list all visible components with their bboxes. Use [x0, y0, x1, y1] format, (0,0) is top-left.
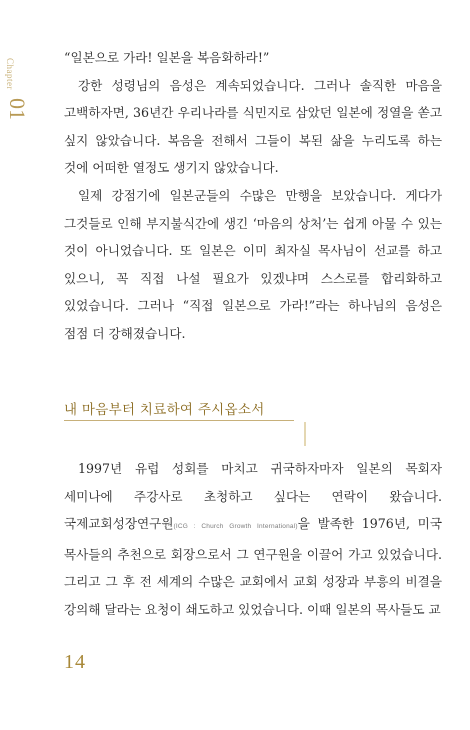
body-text-section-2 [64, 455, 442, 624]
body-text-section-1 [64, 44, 442, 348]
paragraph-text: 을 발족한 1976년, 미국 목사들의 추천으로 회장으로서 그 연구원을 이끌어 가고 있었습니다. 그리고 그 후 전 세계의 수많은 교회에서 교회 성장과 부흥의 비결을 강의해 달라는 요청이 쇄도하고 있었습니다. 이때 일본의 목사들도 교 [64, 516, 442, 617]
paragraph: 일제 강점기에 일본군들의 수많은 만행을 보았습니다. 게다가 그것들로 인해 부지불식간에 생긴 ‘마음의 상처’는 쉽게 아물 수 있는 것이 아니었습니다. 또 일본은 이미 최자실 목사님이 선교를 하고 있으니, 꼭 직접 나설 필요가 있겠냐며 스스로를 합리화하고 있었습니다. 그러나 “직접 일본으로 가라!”라는 하나님의 음성은 점점 더 강해졌습니다. [64, 187, 442, 341]
paragraph: 강한 성령님의 음성은 계속되었습니다. 그러나 솔직한 마음을 고백하자면, 36년간 우리나라를 식민지로 삼았던 일본에 정열을 쏟고 싶지 않았습니다. 복음을 전해서 그들이 복된 삶을 누리도록 하는 것에 어떠한 열정도 생기지 않았습니다. [64, 77, 442, 176]
quote-line: “일본으로 가라! 일본을 복음화하라!” [64, 50, 270, 65]
paragraph-text: 1997년 유럽 성회를 마치고 귀국하자마자 일본의 목회자 세미나에 주강사로 초청하고 싶다는 연락이 왔습니다. 국제교회성장연구원 [64, 461, 442, 532]
chapter-tab [4, 58, 30, 138]
heading-underline [64, 420, 290, 421]
org-english-name: (ICG : Church Growth International) [173, 523, 298, 531]
paragraph [64, 455, 442, 624]
chapter-number: 01 [5, 98, 30, 120]
decorative-mark [304, 422, 306, 446]
chapter-label: Chapter [5, 58, 15, 90]
section-heading: 내 마음부터 치료하여 주시옵소서 [64, 402, 265, 418]
page-number: 14 [64, 651, 86, 673]
underline-end-tick [290, 420, 294, 425]
